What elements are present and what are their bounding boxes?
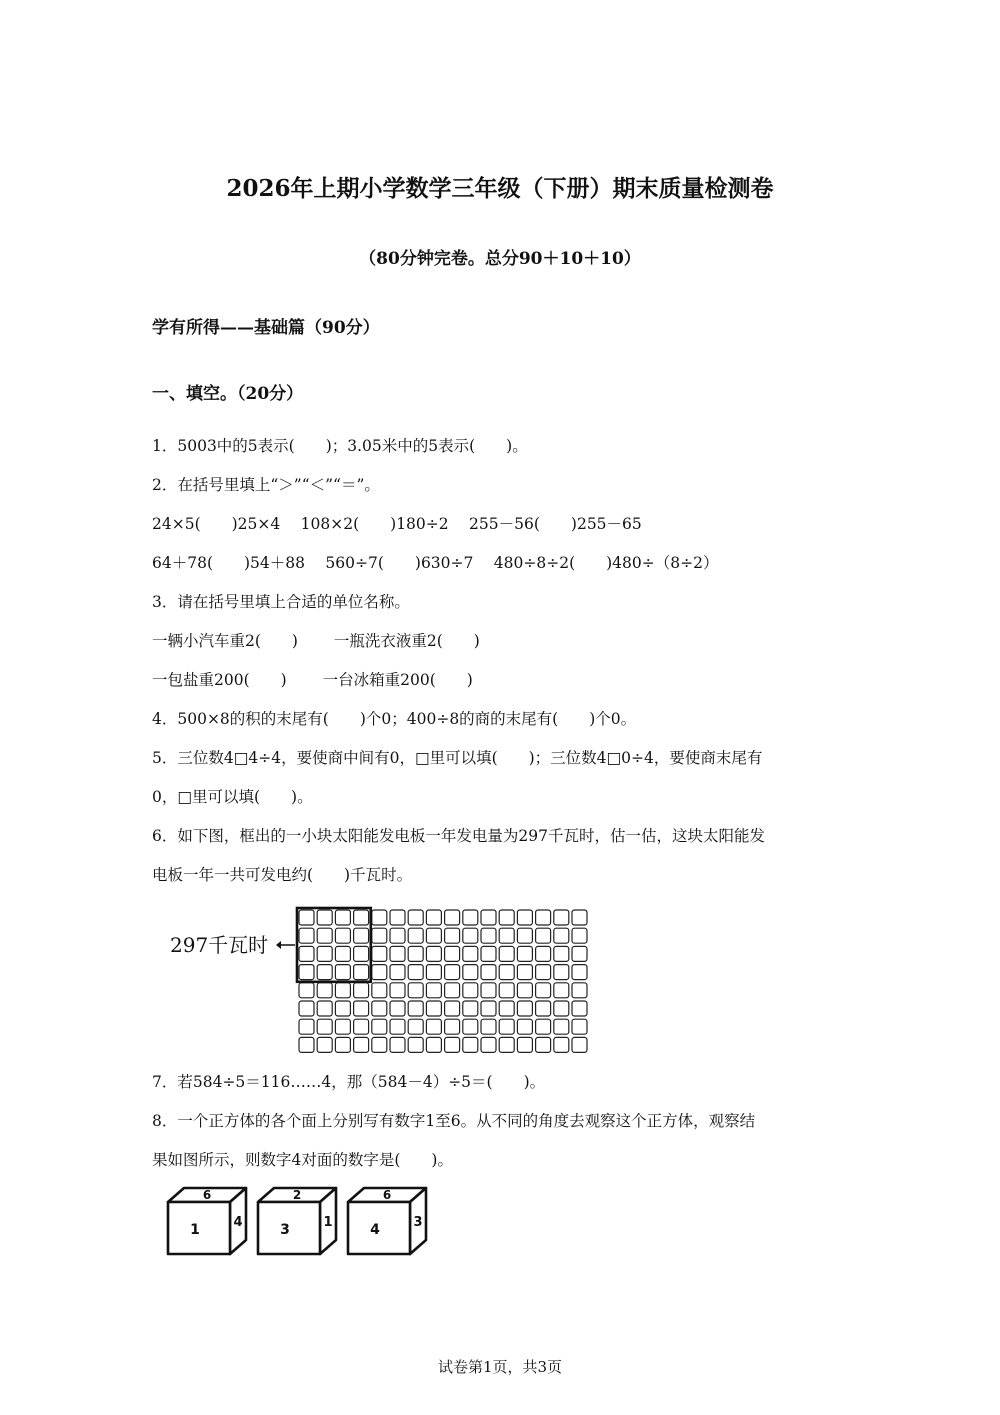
- panel-cell: [354, 910, 369, 925]
- panel-cell: [499, 1037, 514, 1052]
- panel-cell: [390, 1037, 405, 1052]
- question-line: 一辆小汽车重2( ) 一瓶洗衣液重2( ): [152, 632, 480, 650]
- panel-cell: [517, 965, 532, 980]
- cube-front-number: 4: [370, 1222, 380, 1238]
- panel-cell: [354, 1019, 369, 1034]
- panel-cell: [463, 910, 478, 925]
- exam-subtitle: （80分钟完卷。总分90＋10＋10）: [359, 249, 641, 269]
- panel-cell: [299, 1037, 314, 1052]
- panel-cell: [390, 983, 405, 998]
- panel-cell: [554, 910, 569, 925]
- question-line: 2．在括号里填上“＞”“＜”“＝”。: [152, 476, 380, 494]
- panel-cell: [445, 910, 460, 925]
- panel-cell: [299, 965, 314, 980]
- panel-cell: [426, 965, 441, 980]
- panel-cell: [335, 1001, 350, 1016]
- panel-cell: [572, 910, 587, 925]
- cube-side-number: 1: [323, 1215, 333, 1230]
- question-line: 6．如下图，框出的一小块太阳能发电板一年发电量为297千瓦时，估一估，这块太阳能发: [152, 827, 765, 845]
- panel-cell: [499, 910, 514, 925]
- cube-view: [348, 1188, 426, 1254]
- panel-cell: [299, 928, 314, 943]
- cube-side-number: 4: [233, 1215, 243, 1230]
- panel-cell: [408, 1019, 423, 1034]
- panel-cell: [445, 1019, 460, 1034]
- panel-cell: [335, 1037, 350, 1052]
- panel-cell: [554, 983, 569, 998]
- panel-cell: [408, 965, 423, 980]
- panel-cell: [572, 1019, 587, 1034]
- panel-cell: [317, 983, 332, 998]
- panel-cell: [408, 910, 423, 925]
- question-line: 5．三位数4□4÷4，要使商中间有0，□里可以填( )；三位数4□0÷4，要使商末尾有: [152, 749, 763, 767]
- panel-cell: [426, 928, 441, 943]
- panel-cell: [481, 928, 496, 943]
- panel-cell: [536, 965, 551, 980]
- panel-cell: [299, 910, 314, 925]
- panel-cell: [408, 946, 423, 961]
- panel-cell: [335, 928, 350, 943]
- panel-cell: [499, 1001, 514, 1016]
- panel-cell: [354, 1037, 369, 1052]
- panel-cell: [536, 928, 551, 943]
- question-line: 8．一个正方体的各个面上分别写有数字1至6。从不同的角度去观察这个正方体，观察结: [152, 1112, 756, 1130]
- panel-cell: [299, 983, 314, 998]
- question-line: 一包盐重200( ) 一台冰箱重200( ): [152, 671, 473, 689]
- highlight-frame: [297, 908, 371, 982]
- panel-cell: [463, 946, 478, 961]
- panel-cell: [554, 928, 569, 943]
- cube-top-number: 6: [202, 1188, 212, 1202]
- panel-cell: [390, 1001, 405, 1016]
- panel-cell: [481, 946, 496, 961]
- panel-cell: [426, 946, 441, 961]
- page-footer: 试卷第1页，共3页: [437, 1358, 563, 1376]
- panel-cell: [408, 928, 423, 943]
- panel-cell: [390, 928, 405, 943]
- panel-cell: [554, 1037, 569, 1052]
- panel-cell: [499, 946, 514, 961]
- panel-cell: [354, 983, 369, 998]
- panel-cell: [517, 928, 532, 943]
- panel-cell: [445, 1037, 460, 1052]
- panel-cell: [408, 1001, 423, 1016]
- panel-cell: [408, 1037, 423, 1052]
- panel-cell: [390, 965, 405, 980]
- panel-cell: [517, 983, 532, 998]
- cube-view: [258, 1188, 336, 1254]
- panel-cell: [481, 910, 496, 925]
- cube-views-figure: [160, 1180, 440, 1262]
- panel-cell: [463, 965, 478, 980]
- panel-cell: [335, 983, 350, 998]
- panel-cell: [536, 1001, 551, 1016]
- panel-cell: [372, 1037, 387, 1052]
- panel-cell: [335, 946, 350, 961]
- part-heading: 学有所得——基础篇（90分）: [152, 318, 380, 338]
- question-line: 电板一年一共可发电约( )千瓦时。: [152, 866, 413, 884]
- cube-front-number: 1: [190, 1222, 200, 1238]
- panel-cell: [426, 983, 441, 998]
- question-line: 64＋78( )54＋88 560÷7( )630÷7 480÷8÷2( )480÷（8÷2）: [152, 554, 719, 572]
- panel-cell: [335, 965, 350, 980]
- panel-cell: [536, 983, 551, 998]
- panel-cell: [499, 928, 514, 943]
- panel-cell: [426, 910, 441, 925]
- panel-cell: [517, 946, 532, 961]
- panel-cell: [572, 1037, 587, 1052]
- panel-cell: [390, 910, 405, 925]
- panel-cell: [517, 1019, 532, 1034]
- question-line: 7．若584÷5＝116……4，那（584－4）÷5＝( )。: [152, 1073, 546, 1091]
- panel-cell: [554, 965, 569, 980]
- panel-cell: [499, 1019, 514, 1034]
- panel-cell: [372, 983, 387, 998]
- panel-cell: [572, 946, 587, 961]
- panel-cell: [481, 965, 496, 980]
- panel-cell: [317, 910, 332, 925]
- panel-cell: [481, 1037, 496, 1052]
- cube-top-number: 6: [382, 1188, 392, 1202]
- question-line: 1．5003中的5表示( )；3.05米中的5表示( )。: [152, 437, 528, 455]
- panel-cell: [317, 1001, 332, 1016]
- panel-cell: [372, 1019, 387, 1034]
- panel-cell: [517, 1037, 532, 1052]
- panel-cell: [317, 1019, 332, 1034]
- panel-cell: [390, 1019, 405, 1034]
- panel-cell: [317, 965, 332, 980]
- panel-cell: [372, 946, 387, 961]
- question-line: 果如图所示，则数字4对面的数字是( )。: [152, 1151, 453, 1169]
- panel-cell: [463, 928, 478, 943]
- panel-cell: [299, 1001, 314, 1016]
- panel-cell: [426, 1037, 441, 1052]
- panel-cell: [445, 1001, 460, 1016]
- panel-cell: [554, 946, 569, 961]
- cube-view: [168, 1188, 246, 1254]
- question-line: 24×5( )25×4 108×2( )180÷2 255－56( )255－65: [152, 515, 642, 533]
- question-line: 3．请在括号里填上合适的单位名称。: [152, 593, 410, 611]
- panel-cell: [554, 1019, 569, 1034]
- panel-cell: [499, 983, 514, 998]
- panel-cell: [299, 946, 314, 961]
- panel-cell: [426, 1001, 441, 1016]
- panel-cell: [354, 965, 369, 980]
- panel-cell: [372, 910, 387, 925]
- cube-top-number: 2: [292, 1188, 302, 1202]
- panel-cell: [354, 928, 369, 943]
- panel-cell: [572, 983, 587, 998]
- panel-cell: [572, 928, 587, 943]
- cube-side-number: 3: [413, 1215, 423, 1230]
- panel-cell: [517, 1001, 532, 1016]
- panel-cell: [463, 1037, 478, 1052]
- panel-cell: [317, 946, 332, 961]
- panel-cell: [536, 1037, 551, 1052]
- panel-cell: [445, 946, 460, 961]
- question-line: 4．500×8的积的末尾有( )个0；400÷8的商的末尾有( )个0。: [152, 710, 637, 728]
- section-heading: 一、填空。（20分）: [152, 384, 304, 404]
- panel-cell: [372, 928, 387, 943]
- panel-cell: [317, 928, 332, 943]
- panel-cell: [372, 965, 387, 980]
- panel-cell: [536, 1019, 551, 1034]
- panel-cell: [335, 910, 350, 925]
- panel-cell: [481, 1001, 496, 1016]
- panel-cell: [572, 965, 587, 980]
- panel-cell: [554, 1001, 569, 1016]
- panel-cell: [481, 983, 496, 998]
- panel-cell: [317, 1037, 332, 1052]
- solar-panel-figure: [165, 900, 595, 1055]
- panel-cell: [463, 1019, 478, 1034]
- solar-panel-label: 297千瓦时: [170, 933, 269, 957]
- panel-cell: [408, 983, 423, 998]
- panel-cell: [445, 928, 460, 943]
- question-line: 0，□里可以填( )。: [152, 788, 313, 806]
- panel-cell: [536, 946, 551, 961]
- panel-cell: [299, 1019, 314, 1034]
- panel-cell: [354, 1001, 369, 1016]
- panel-cell: [445, 965, 460, 980]
- panel-cell: [390, 946, 405, 961]
- panel-cell: [335, 1019, 350, 1034]
- panel-cell: [499, 965, 514, 980]
- panel-cell: [445, 983, 460, 998]
- panel-cell: [463, 1001, 478, 1016]
- exam-title: 2026年上期小学数学三年级（下册）期末质量检测卷: [226, 175, 774, 202]
- panel-cell: [481, 1019, 496, 1034]
- panel-cell: [426, 1019, 441, 1034]
- panel-cell: [572, 1001, 587, 1016]
- cube-front-number: 3: [280, 1222, 290, 1238]
- panel-cell: [372, 1001, 387, 1016]
- panel-cell: [517, 910, 532, 925]
- panel-cell: [536, 910, 551, 925]
- panel-cell: [354, 946, 369, 961]
- panel-cell: [463, 983, 478, 998]
